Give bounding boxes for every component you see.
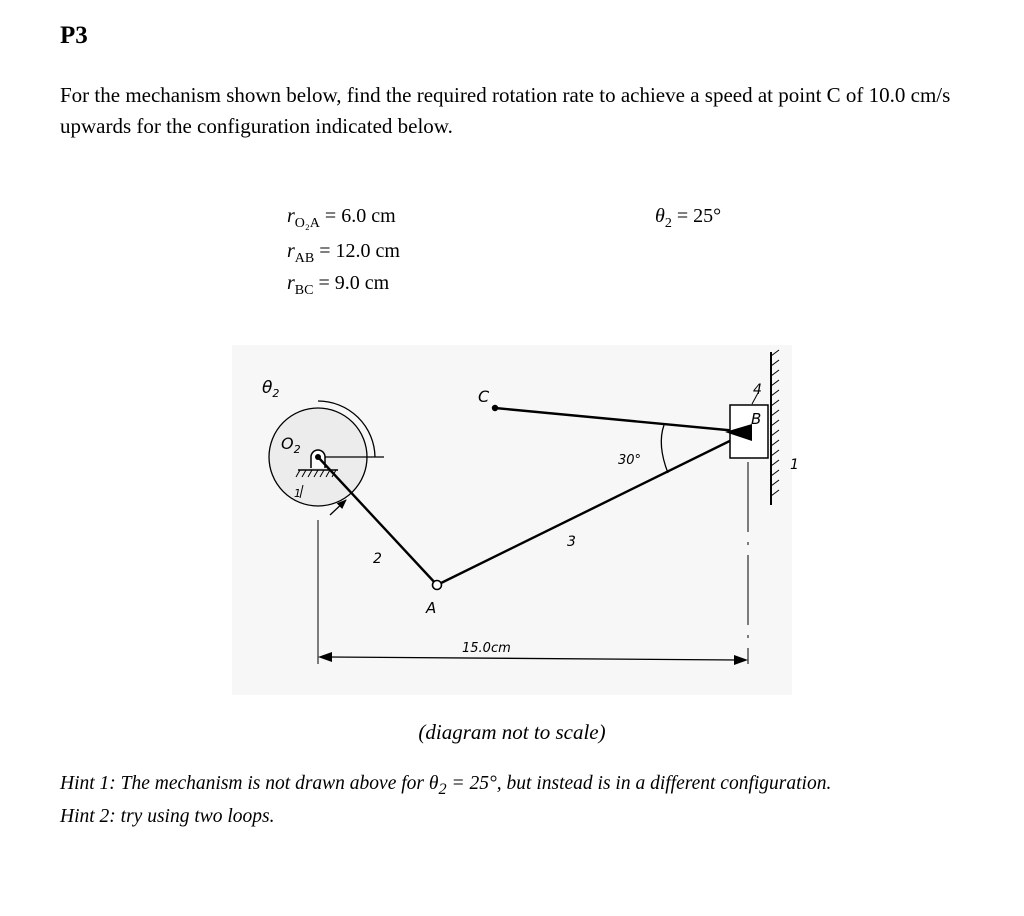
equals-sign: = bbox=[319, 240, 331, 262]
param-r-ab-symbol: r bbox=[287, 240, 295, 262]
point-b-label: B bbox=[751, 410, 762, 428]
param-theta2-subscript: 2 bbox=[664, 216, 672, 231]
problem-number: P3 bbox=[60, 22, 88, 49]
equals-sign: = bbox=[318, 272, 330, 294]
link-3-label: 3 bbox=[567, 534, 576, 550]
link-4-label: 4 bbox=[753, 382, 762, 398]
ground-1-right-label: 1 bbox=[790, 457, 799, 473]
diagram-background bbox=[232, 345, 792, 695]
theta2-label: $\theta_2$ bbox=[262, 378, 280, 400]
angle-30-label: 30° bbox=[618, 453, 642, 468]
hint-1-subscript: 2 bbox=[438, 779, 447, 798]
link-2-label: 2 bbox=[373, 551, 382, 567]
problem-statement: For the mechanism shown below, find the required rotation rate to achieve a speed at point C of 10.0 cm/s upwards for the configuration indicated below. bbox=[60, 83, 951, 138]
hint-2: Hint 2: try using two loops. bbox=[60, 805, 275, 827]
hint-1-suffix: = 25°, but instead is in a different configuration. bbox=[446, 773, 832, 794]
hint-1 bbox=[60, 770, 860, 803]
equals-sign: = bbox=[676, 205, 689, 227]
joint-a bbox=[433, 581, 442, 590]
joint-b bbox=[744, 428, 752, 436]
ground-1-label: 1 bbox=[294, 487, 301, 500]
param-r-o2a-value: 6.0 cm bbox=[341, 205, 396, 227]
param-r-bc-subscript: BC bbox=[294, 283, 314, 298]
hints bbox=[60, 770, 860, 831]
param-r-bc-value: 9.0 cm bbox=[334, 272, 390, 294]
param-theta2-value: 25° bbox=[693, 205, 722, 227]
dimension-label: 15.0cm bbox=[462, 641, 511, 656]
point-c-label: C bbox=[478, 387, 490, 406]
param-r-o2a-symbol: r bbox=[287, 205, 295, 227]
hint-1-prefix: Hint 1: The mechanism is not drawn above for bbox=[60, 773, 429, 794]
hint-1-theta: θ bbox=[428, 773, 439, 794]
param-r-o2a-subscript: O₂A bbox=[294, 216, 320, 231]
o2-label: $O_2$ bbox=[281, 434, 301, 456]
param-r-bc-symbol: r bbox=[287, 272, 295, 294]
equals-sign: = bbox=[324, 205, 337, 227]
point-a-label: A bbox=[426, 599, 437, 617]
param-r-ab-value: 12.0 cm bbox=[335, 240, 400, 262]
diagram-caption: (diagram not to scale) bbox=[418, 720, 606, 744]
param-theta2-symbol: θ bbox=[655, 205, 665, 227]
point-c-dot bbox=[492, 405, 498, 411]
param-r-ab-subscript: AB bbox=[294, 251, 315, 266]
